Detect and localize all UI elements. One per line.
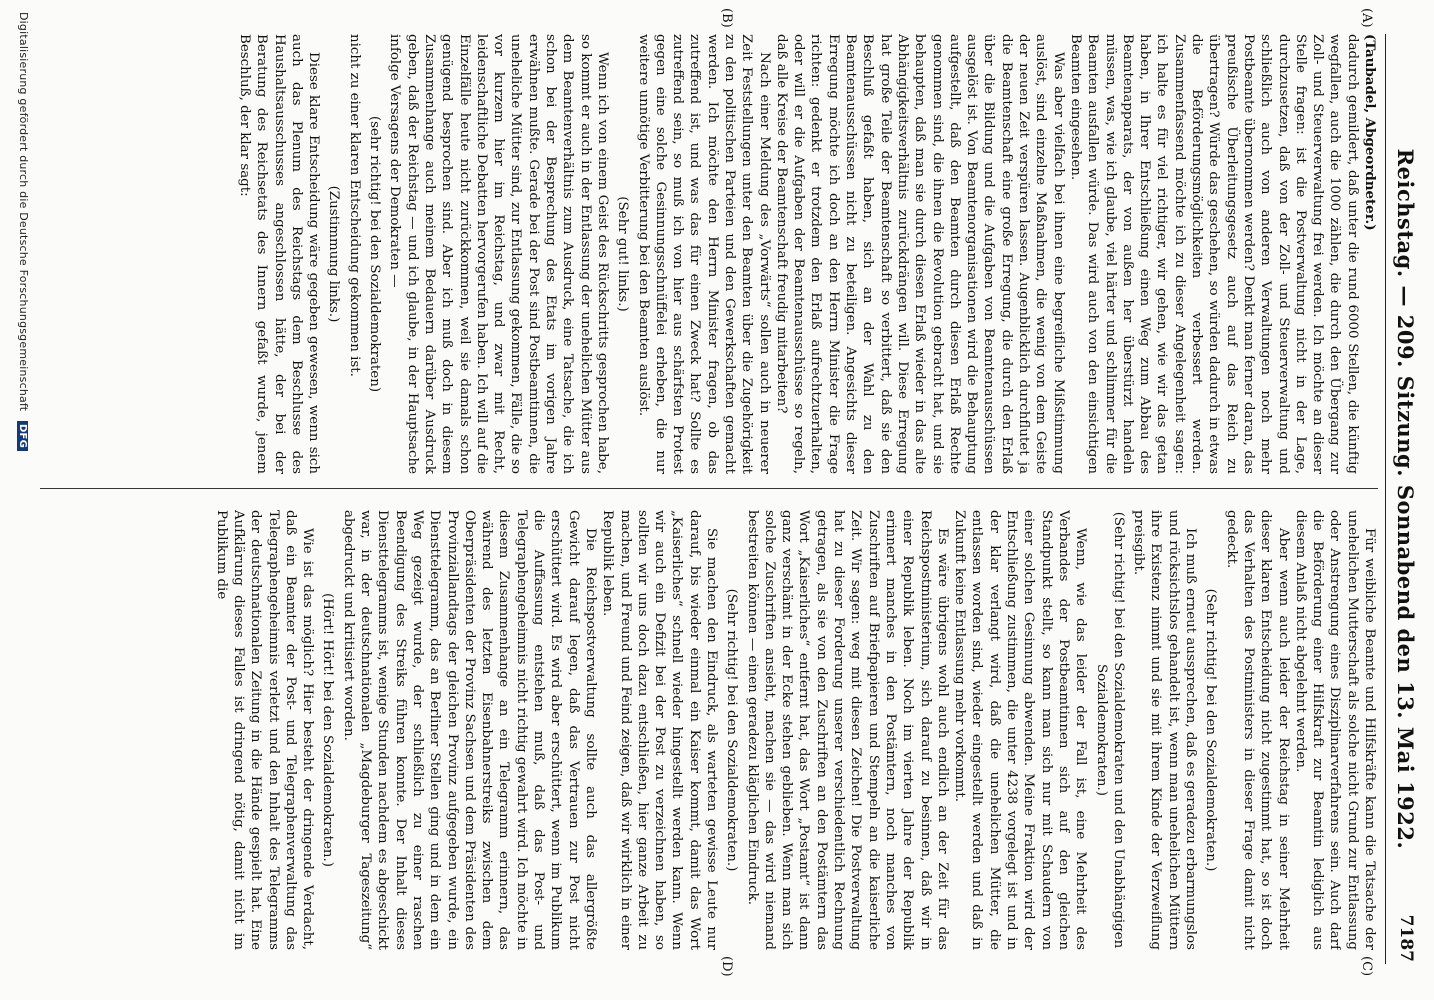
page-header (1385, 34, 1420, 964)
paragraph: Wie ist das möglich? Hier besteht der dringende Verdacht, daß ein Beamter der Post- und Telegraphenverwaltung das Telegraphengeheimnis verletzt und den Inhalt des Telegramms der deutschnationalen Zeitung in die Hände gespielt hat. Eine Aufklärung dieses Falles ist dringend nötig, damit nicht im Publikum die (213, 510, 316, 950)
paragraph: Nach einer Meldung des „Vorwärts“ sollen auch in neuerer Zeit Feststellungen unter den Beamten über die Zugehörigkeit zu den politischen Parteien und den Gewerkschaften gemacht werden. Ich möchte den Herrn Minister fragen, ob das zutreffend ist, und was das für einen Zweck hat? Sollte es zutreffend sein, so muß ich von hier aus schärfsten Protest gegen eine solche Gesinnungsschnüffelei erheben, die nur weitere unnötige Verbitterung bei den Beamten auslöst. (635, 34, 772, 474)
margin-mark-a: (A) (1359, 8, 1374, 28)
left-column (40, 34, 1378, 474)
digitization-footer (17, 0, 30, 1000)
paragraph: nicht zu einer klaren Entscheidung gekommen ist. (346, 34, 362, 377)
paragraph: Diese klare Entscheidung wäre gegeben gewesen, wenn sich auch das Plenum des Reichstags dem Beschlusse des Haushaltsausschusses angeschlossen hätte, der bei der Beratung des Reichsetats des Innern gefaßt wurde, jenem Beschluß, der klar sagt: (237, 34, 322, 474)
column-divider (40, 488, 1378, 489)
paragraph: Wenn, wie das leider der Fall ist, eine Mehrheit des Verbandes der Postbeamtinnen sich auf den gleichen Standpunkt stellt, so kann man sich nur mit Schaudern von einer solchen Gesinnung abwenden. Meine Fraktion wird der Entschließung zustimmen, die unter 4238 vorgelegt ist und in der klar verlangt wird, daß die unehelichen Mütter, die entlassen worden sind, wieder eingestellt werden und daß in Zukunft keine Entlassung mehr vorkommt. (952, 510, 1089, 950)
interjection: (Hört! Hört! bei den Sozialdemokraten.) (320, 593, 336, 867)
page-title: Reichstag. — 209. Sitzung. Sonnabend den 13. Mai 1922. (1393, 148, 1418, 850)
quoted-resolution: Für weibliche Beamte und Hilfskräfte kann die Tatsache der unehelichen Mutterschaft als solche nicht Grund zur Entlassung oder Anstrengung eines Disziplinarverfahrens sein. Auch darf die Beförderung einer Hilfskraft zur Beamtin lediglich aus diesem Anlaß nicht abgelehnt werden. (1292, 510, 1377, 950)
paragraph: Ich muß erneut aussprechen, daß es geradezu erbarmungslos und rücksichtslos gehandelt ist, wenn man unehelichen Müttern ihre Existenz nimmt und sie mit ihrem Kinde der Verzweiflung preisgibt. (1131, 510, 1199, 950)
interjection: (Sehr richtig! bei den Sozialdemokraten.) (1203, 588, 1219, 872)
interjection: (Sehr gut! links.) (615, 196, 631, 312)
footer-credit: Digitalisierung gefördert durch die Deutsche Forschungsgemeinschaft (17, 12, 30, 412)
paragraph: Sie machen den Eindruck, als warteten gewisse Leute nur darauf, bis wieder einmal ein Kaiser kommt, damit das Wort „Kaiserliches“ schnell wieder hingestellt werden kann. Wenn wir auch ein Defizit bei der Post zu verzeichnen haben, so sollten wir uns doch dazu entschließen, hier ganze Arbeit zu machen, und Freund und Feind zeigen, daß wir wirklich in einer Republik leben. (600, 510, 720, 950)
paragraph: Aber wenn auch leider der Reichstag in seiner Mehrheit dieser klaren Entscheidung nicht zugestimmt hat, so ist doch das Verhalten des Postministers in dieser Frage damit nicht gedeckt. (1223, 510, 1291, 950)
margin-mark-b: (B) (719, 8, 734, 28)
speaker-line: (Taubadel, Abgeordneter.) (1362, 34, 1378, 231)
interjection: (sehr richtig! bei den Sozialdemokraten) (367, 115, 383, 393)
paragraph: Was aber vielfach bei ihnen eine begreifliche Mißstimmung auslöst, sind einzelne Maßnahmen, die wenig von dem Geiste der neuen Zeit verspüren lassen. Augenblicklich durchflutet ja die Beamtenschaft eine große Erregung, die durch den Erlaß über die Bildung und die Aufgaben von Beamtenausschüssen ausgelöst ist. Von Beamtenorganisationen wird die Behauptung aufgestellt, daß den Beamten durch diesen Erlaß Rechte genommen sind, die ihnen die Revolution gebracht hat, und sie behaupten, daß man sie durch diesen Erlaß wieder in das alte Abhängigkeitsverhältnis zurückdrängen will. Diese Erregung hat große Teile der Beamtenschaft so verbittert, daß sie den Beschluß gefaßt haben, sich an der Wahl zu den Beamtenausschüssen nicht zu beteiligen. Angesichts dieser Erregung möchte ich doch an den Herrn Minister die Frage richten: gedenkt er trotzdem den Erlaß aufrechtzuerhalten, oder will er die Aufgaben der Beamtenausschüsse so regeln, daß alle Kreise der Beamtenschaft freudig mitarbeiten? (773, 34, 1066, 474)
paragraph: Die Reichspostverwaltung sollte auch das allergrößte Gewicht darauf legen, daß das Vertrauen zur Post nicht erschüttert wird. Es wird aber erschüttert, wenn im Publikum die Auffassung entstehen muß, daß das Post- und Telegraphengeheimnis nicht richtig gewahrt wird. Ich möchte in diesem Zusammenhange an ein Telegramm erinnern, das während des letzten Eisenbahnerstreiks zwischen dem Oberpräsidenten der Provinz Sachsen und dem Präsidenten des Provinziallandtags der gleichen Provinz aufgegeben wurde, ein Diensttelegramm, das an Berliner Stellen ging und in dem ein Weg gezeigt wurde, der schließlich zu einer raschen Beendigung des Streiks führen konnte. Der Inhalt dieses Diensttelegramms ist, wenige Stunden nachdem es abgeschickt war, in der deutschnationalen „Magdeburger Tageszeitung“ abgedruckt und kritisiert worden. (340, 510, 598, 950)
margin-mark-d: (D) (719, 956, 734, 977)
paragraph: Wenn ich von einem Geist des Rückschritts gesprochen habe, so kommt er auch in der Entlassung der unehelichen Mütter aus dem Beamtenverhältnis zum Ausdruck, eine Tatsache, die ich schon bei der Besprechung des Etats im vorigen Jahre erwähnen mußte. Gerade bei der Post sind Postbeamtinnen, die uneheliche Mütter sind, zur Entlassung gekommen, Fälle, die so vor kurzem hier im Reichstag, und zwar mit Recht, leidenschaftliche Debatten hervorgerufen haben. Ich will auf die Einzelfälle heute nicht zurückkommen, weil sie damals schon genügend besprochen sind. Aber ich muß doch in diesem Zusammenhange auch meinem Bedauern darüber Ausdruck geben, daß der Reichstag — und ich glaube, in der Hauptsache infolge Versagens der Demokraten — (387, 34, 610, 474)
paragraph: dadurch gemildert, daß unter die rund 6000 Stellen, die künftig wegfallen, auch die 1000 zählen, die durch den Übergang zur Zoll- und Steuerverwaltung frei werden. Ich möchte an dieser Stelle fragen: ist die Postverwaltung nicht in der Lage, durchzusetzen, daß von der Zoll- und Steuerverwaltung und schließlich auch von anderen Verwaltungen noch mehr Postbeamte übernommen werden? Denkt man ferner daran, das preußische Überleitungsgesetz auch auf das Reich zu übertragen? Würde das geschehen, so würden dadurch in etwas die Beförderungsmöglichkeiten verbessert werden. Zusammenfassend möchte ich zu dieser Angelegenheit sagen: ich halte es für viel richtiger, wir gehen, wie wir das getan haben, in Ihrer Entschließung einen Weg zum Abbau des Beamtenapparats, der von außen her überstürzt handeln müssen, was, wie ich glaube, viel härter und schlimmer für die Beamten ausfallen würde. Das wird auch von den einsichtigen Beamten eingesehen. (1067, 34, 1360, 474)
interjection: (Sehr richtig! bei den Sozialdemokraten.) (724, 588, 740, 872)
page-number: 7187 (1396, 914, 1416, 962)
interjection: (Zustimmung links.) (326, 185, 342, 323)
interjection: (Sehr richtig! bei den Sozialdemokraten und den Unabhängigen Sozialdemokraten.) (1093, 511, 1126, 949)
dfg-logo: DFG (17, 421, 28, 451)
margin-mark-c: (C) (1359, 956, 1374, 977)
paragraph: Es wäre übrigens wohl auch endlich an der Zeit für das Reichspostministerium, sich darauf zu besinnen, daß wir in einer Republik leben. Noch im vierten Jahre der Republik erinnert manches in den Postämtern, noch manches von Zuschriften auf Briefpapieren und Stempeln an die kaiserliche Zeit. Wir sagen: weg mit diesen Zeichen! Die Postverwaltung hat zu dieser Forderung unserer verschiedentlich Rechnung getragen, als sie von den Zuschriften an den Postämtern das Wort „Kaiserliches“ entfernt hat, das Wort „Postamt“ ist dann ganz verschämt in der Ecke stehen geblieben. Wenn man sich solche Zuschriften ansieht, machen sie — das wird niemand bestreiten können — einen geradezu kläglichen Eindruck. (744, 510, 950, 950)
right-column (40, 510, 1378, 950)
